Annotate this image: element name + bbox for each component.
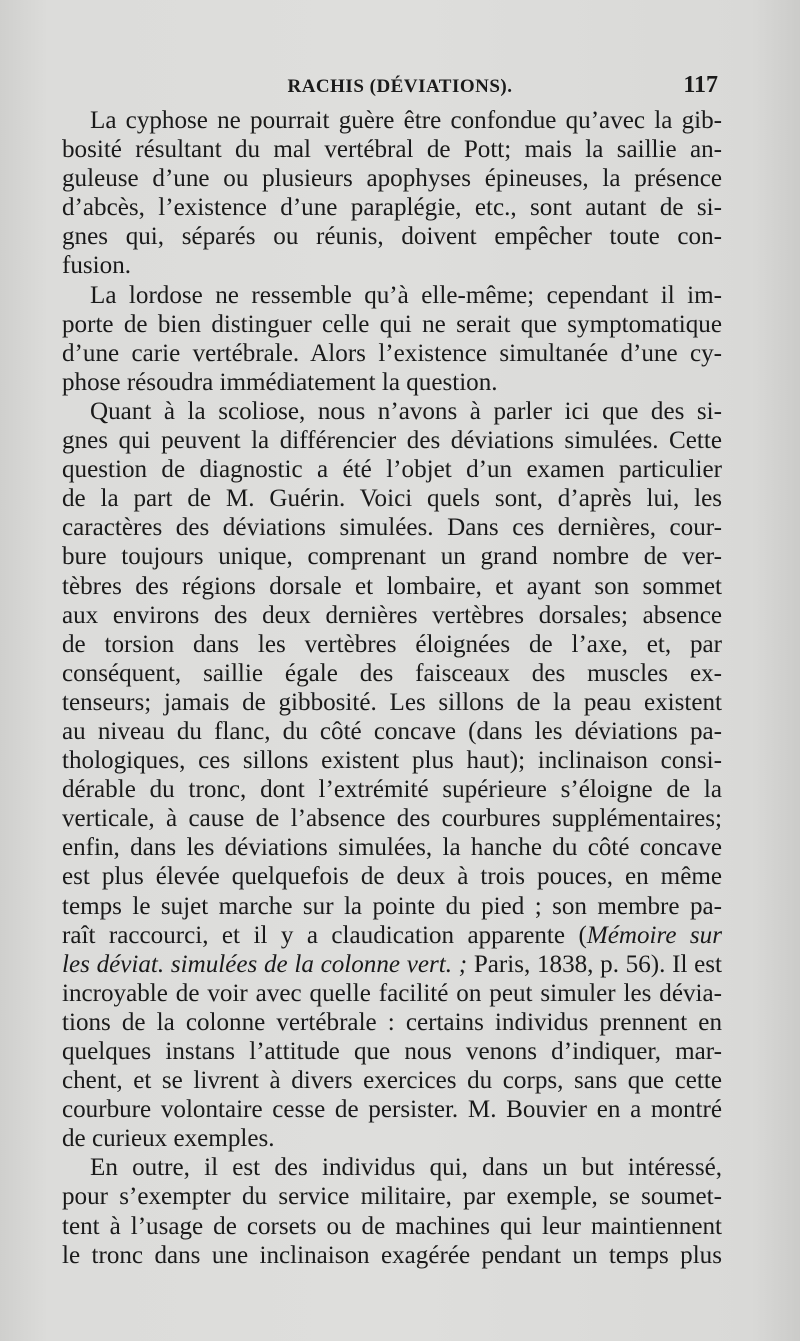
running-head: RACHIS (DÉVIATIONS). bbox=[287, 76, 513, 97]
text-line-citation bbox=[62, 921, 722, 950]
text-line: dérable du tronc, dont l’extrémité supérieure s’éloigne de la bbox=[62, 776, 722, 804]
text-line: La cyphose ne pourrait guère être confondue qu’avec la gib- bbox=[90, 107, 722, 134]
citation-title: Mémoire sur bbox=[586, 921, 722, 949]
text-line: aux environs des deux dernières vertèbres dorsales; absence bbox=[62, 601, 722, 629]
text-line: bure toujours unique, comprenant un grand nombre de ver- bbox=[62, 543, 722, 571]
text-line: caractères des déviations simulées. Dans ces dernières, cour- bbox=[62, 514, 722, 542]
text-line: de la part de M. Guérin. Voici quels sont, d’après lui, les bbox=[62, 485, 722, 513]
text-line: chent, et se livrent à divers exercices du corps, sans que cette bbox=[62, 1067, 722, 1095]
text-line: phose résoudra immédiatement la question. bbox=[62, 368, 498, 396]
text-line: de curieux exemples. bbox=[62, 1125, 275, 1153]
text-line: tèbres des régions dorsale et lombaire, et ayant son sommet bbox=[62, 572, 722, 600]
text-line: incroyable de voir avec quelle facilité on peut simuler les dévia- bbox=[62, 979, 722, 1007]
text-line: temps le sujet marche sur la pointe du pied ; son membre pa- bbox=[62, 892, 722, 920]
text-line: au niveau du flanc, du côté concave (dans les déviations pa- bbox=[62, 717, 722, 745]
text-line: quelques instans l’attitude que nous venons d’indiquer, mar- bbox=[62, 1038, 722, 1065]
text-segment: Paris, 1838, p. 56). Il est bbox=[467, 950, 723, 978]
text-line: bosité résultant du mal vertébral de Pott; mais la saillie an- bbox=[62, 136, 722, 164]
page-header bbox=[0, 72, 800, 104]
text-line: d’abcès, l’existence d’une paraplégie, etc., sont autant de si- bbox=[62, 194, 722, 222]
text-line: tenseurs; jamais de gibbosité. Les sillons de la peau existent bbox=[62, 688, 722, 716]
text-line-citation bbox=[62, 950, 722, 979]
text-line: La lordose ne ressemble qu’à elle-même; cependant il im- bbox=[90, 281, 722, 309]
text-line: enfin, dans les déviations simulées, la hanche du côté concave bbox=[62, 834, 722, 862]
text-line: courbure volontaire cesse de persister. M. Bouvier en a montré bbox=[62, 1096, 722, 1124]
text-line: d’une carie vertébrale. Alors l’existence simultanée d’une cy- bbox=[62, 339, 722, 367]
text-line: fusion. bbox=[62, 252, 132, 280]
text-line: de torsion dans les vertèbres éloignées de l’axe, et, par bbox=[62, 630, 722, 658]
text-line: pour s’exempter du service militaire, par exemple, se soumet- bbox=[62, 1183, 722, 1211]
citation-title: les déviat. simulées de la colonne vert. ; bbox=[62, 950, 468, 978]
text-line: En outre, il est des individus qui, dans un but intéressé, bbox=[90, 1154, 722, 1182]
text-line: le tronc dans une inclinaison exagérée pendant un temps plus bbox=[62, 1241, 722, 1269]
text-line: verticale, à cause de l’absence des courbures supplémentaires; bbox=[62, 805, 722, 833]
text-line: gnes qui, séparés ou réunis, doivent empêcher toute con- bbox=[62, 223, 722, 251]
text-line: est plus élevée quelquefois de deux à trois pouces, en même bbox=[62, 863, 722, 891]
text-line: Quant à la scoliose, nous n’avons à parler ici que des si- bbox=[90, 397, 722, 425]
text-line: question de diagnostic a été l’objet d’un examen particulier bbox=[62, 456, 722, 484]
text-line: porte de bien distinguer celle qui ne serait que symptomatique bbox=[62, 310, 722, 338]
text-line: tions de la colonne vertébrale : certains individus prennent en bbox=[62, 1008, 722, 1036]
text-line: guleuse d’une ou plusieurs apophyses épineuses, la présence bbox=[62, 165, 722, 193]
text-line: gnes qui peuvent la différencier des déviations simulées. Cette bbox=[62, 427, 722, 455]
body-text bbox=[62, 106, 722, 1270]
text-segment: raît raccourci, et il y a claudication apparente ( bbox=[62, 921, 587, 949]
text-line: conséquent, saillie égale des faisceaux des muscles ex- bbox=[62, 659, 722, 687]
page-number: 117 bbox=[683, 72, 718, 98]
text-line: tent à l’usage de corsets ou de machines qui leur maintiennent bbox=[62, 1212, 722, 1240]
text-line: thologiques, ces sillons existent plus haut); inclinaison consi- bbox=[62, 747, 722, 775]
